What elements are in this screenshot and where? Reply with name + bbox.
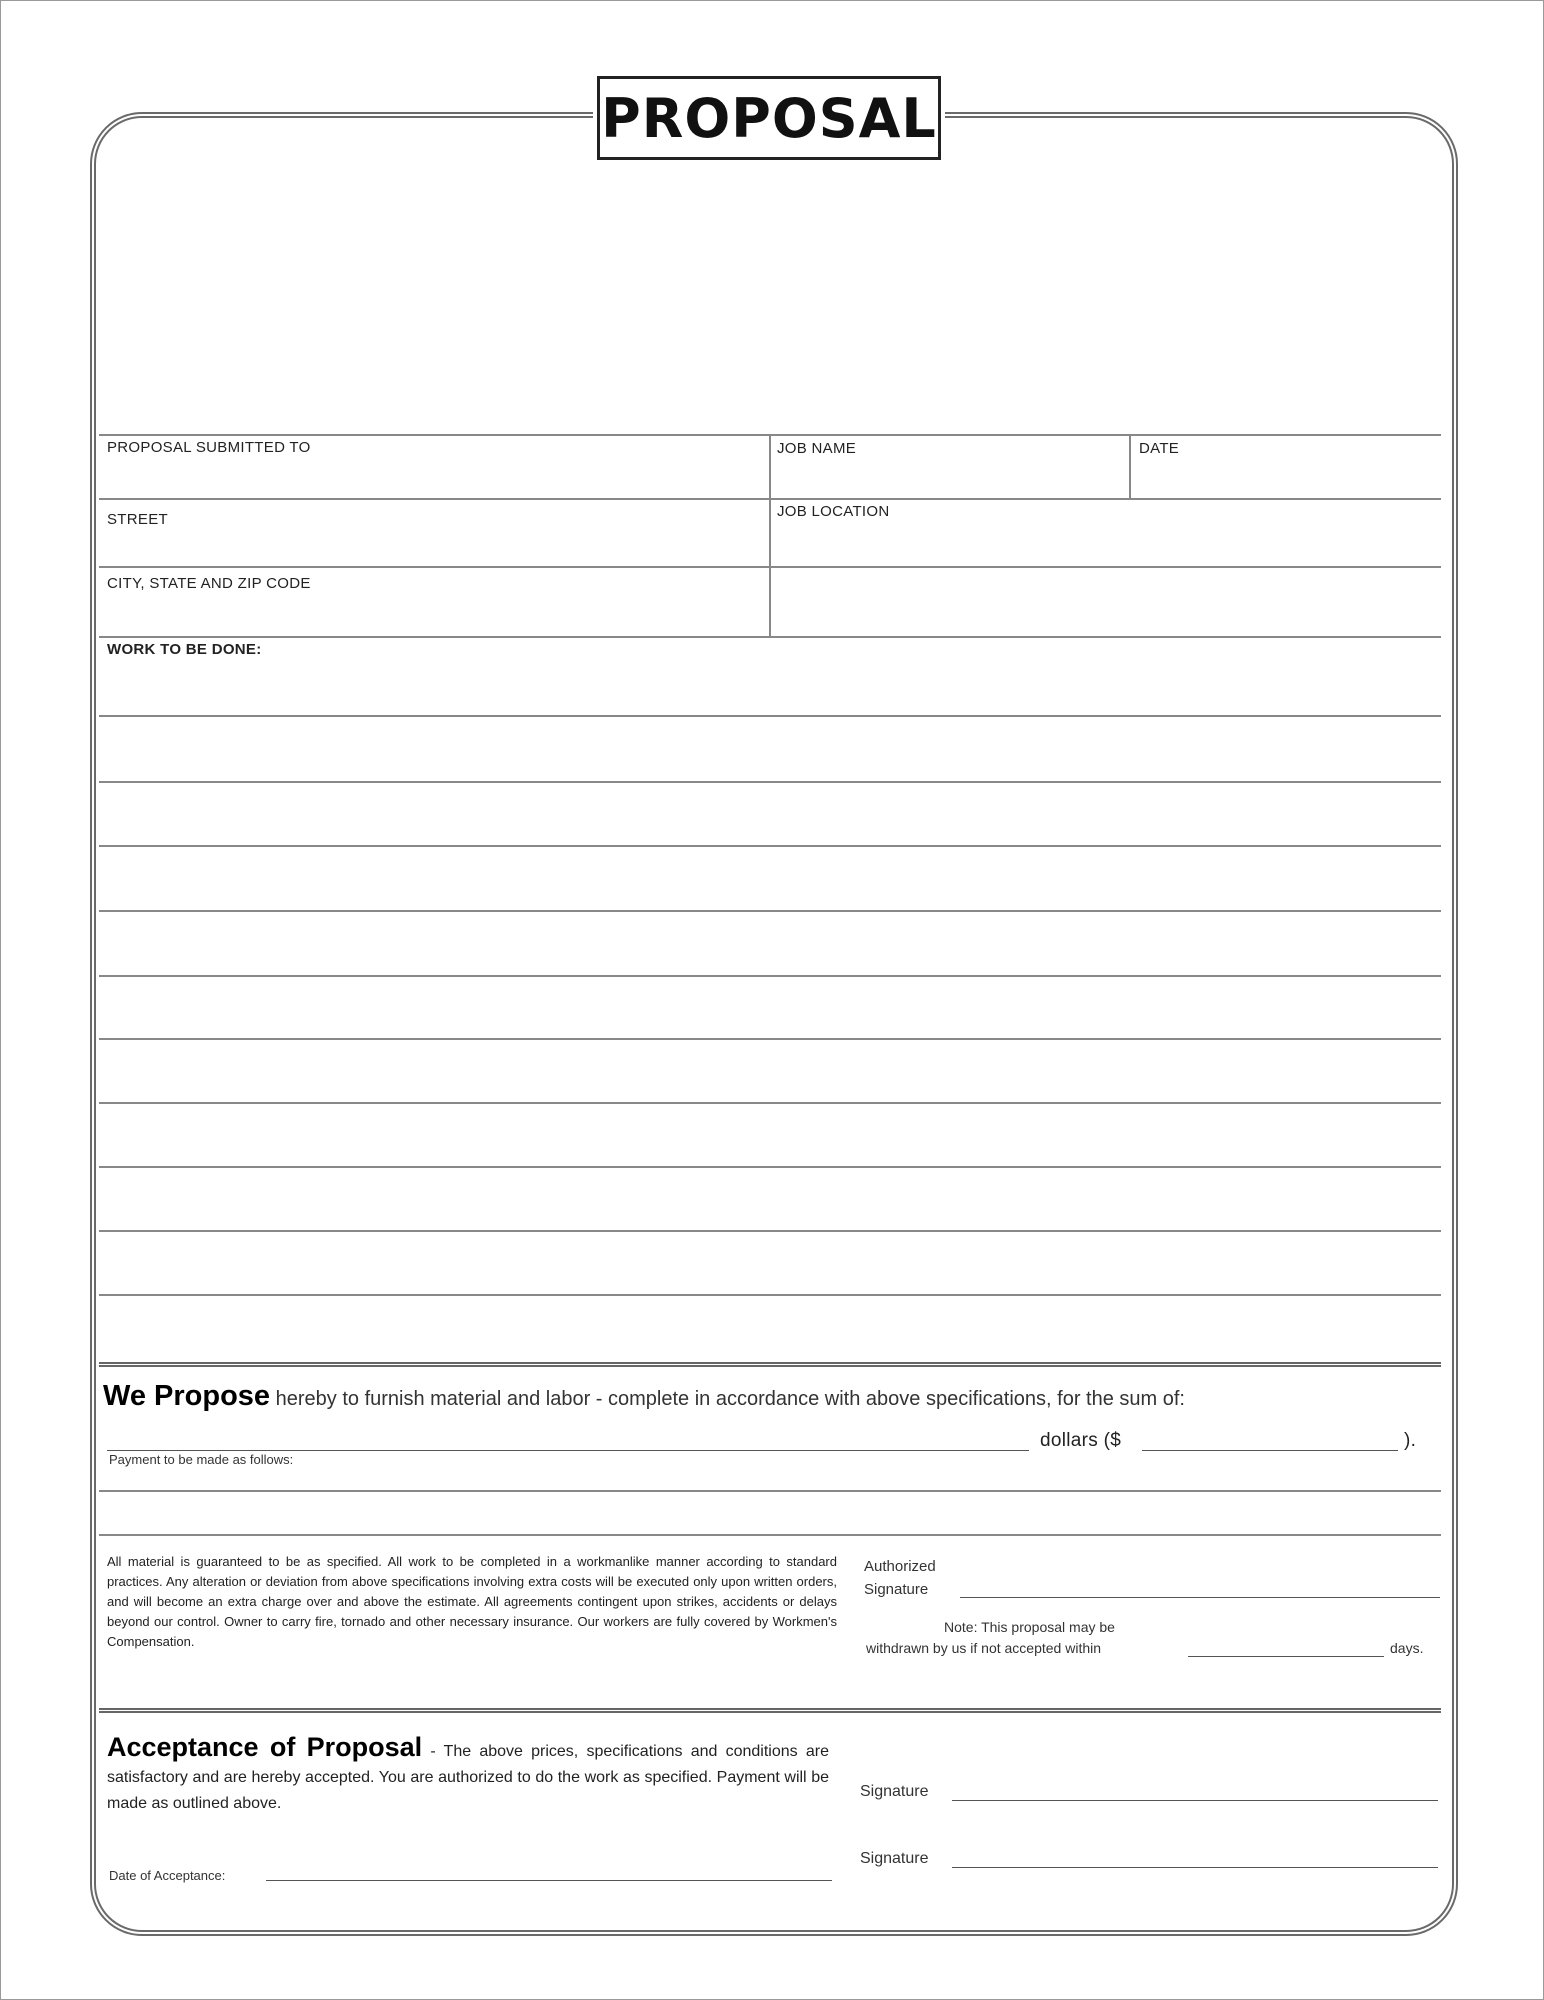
authorized-label: Authorized xyxy=(864,1558,936,1575)
form-title: PROPOSAL xyxy=(597,76,941,160)
work-line xyxy=(99,975,1441,977)
signature-label-1: Signature xyxy=(860,1783,929,1800)
street-label: STREET xyxy=(107,511,168,528)
work-line xyxy=(99,910,1441,912)
signature-line-1 xyxy=(952,1800,1438,1801)
city-state-zip-label: CITY, STATE AND ZIP CODE xyxy=(107,575,311,592)
work-line xyxy=(99,781,1441,783)
date-label: DATE xyxy=(1139,440,1180,457)
amount-figure-line xyxy=(1142,1450,1398,1451)
close-paren: ). xyxy=(1404,1430,1417,1451)
date-of-acceptance-line xyxy=(266,1880,832,1881)
grid-line xyxy=(99,636,1441,638)
we-propose-heading: We Propose xyxy=(103,1380,271,1412)
authorized-signature-line xyxy=(960,1597,1440,1598)
acceptance-body: - The above prices, specifications and conditions are satisfactory and are hereby accepted. You are authorized to do the work as specified. Payment will be made as outlined above. xyxy=(107,1743,829,1812)
work-line xyxy=(99,1294,1441,1296)
work-line xyxy=(99,1038,1441,1040)
work-line xyxy=(99,845,1441,847)
signature-label-2: Signature xyxy=(860,1850,929,1867)
grid-line xyxy=(769,434,771,636)
note-line-1: Note: This proposal may be xyxy=(944,1619,1115,1635)
work-line xyxy=(99,715,1441,717)
job-name-label: JOB NAME xyxy=(777,440,857,457)
submitted-to-label: PROPOSAL SUBMITTED TO xyxy=(107,439,311,456)
work-to-be-done-label: WORK TO BE DONE: xyxy=(107,641,262,658)
section-divider xyxy=(99,1708,1441,1713)
work-line xyxy=(99,1102,1441,1104)
payment-line xyxy=(99,1534,1441,1536)
note-line-2: withdrawn by us if not accepted within xyxy=(866,1640,1102,1656)
work-line xyxy=(99,1166,1441,1168)
section-divider xyxy=(99,1362,1441,1367)
signature-line-2 xyxy=(952,1867,1438,1868)
work-line xyxy=(99,1230,1441,1232)
propose-text: hereby to furnish material and labor - complete in accordance with above specifications, for the sum of: xyxy=(270,1388,1185,1410)
form-frame xyxy=(90,112,1458,1936)
guarantee-text: All material is guaranteed to be as specified. All work to be completed in a workmanlike manner according to standard practices. Any alteration or deviation from above specifications involving extra costs will be executed only upon written orders, and will become an extra charge over and above the estimate. All agreements contingent upon strikes, accidents or delays beyond our control. Owner to carry fire, tornado and other necessary insurance. Our workers are fully covered by Workmen's Compensation. xyxy=(107,1554,837,1649)
amount-words-line xyxy=(107,1450,1029,1451)
authorized-signature-label: Signature xyxy=(864,1581,929,1598)
job-location-label: JOB LOCATION xyxy=(777,503,890,520)
grid-line xyxy=(1129,434,1131,498)
dollars-label: dollars ($ xyxy=(1040,1430,1122,1451)
acceptance-heading: Acceptance of Proposal xyxy=(107,1732,423,1762)
days-line xyxy=(1188,1656,1384,1657)
payment-label: Payment to be made as follows: xyxy=(109,1452,294,1467)
acceptance-text xyxy=(107,1734,829,1817)
propose-statement xyxy=(103,1380,1185,1413)
days-label: days. xyxy=(1390,1640,1424,1656)
date-of-acceptance-label: Date of Acceptance: xyxy=(109,1868,226,1883)
payment-line xyxy=(99,1490,1441,1492)
